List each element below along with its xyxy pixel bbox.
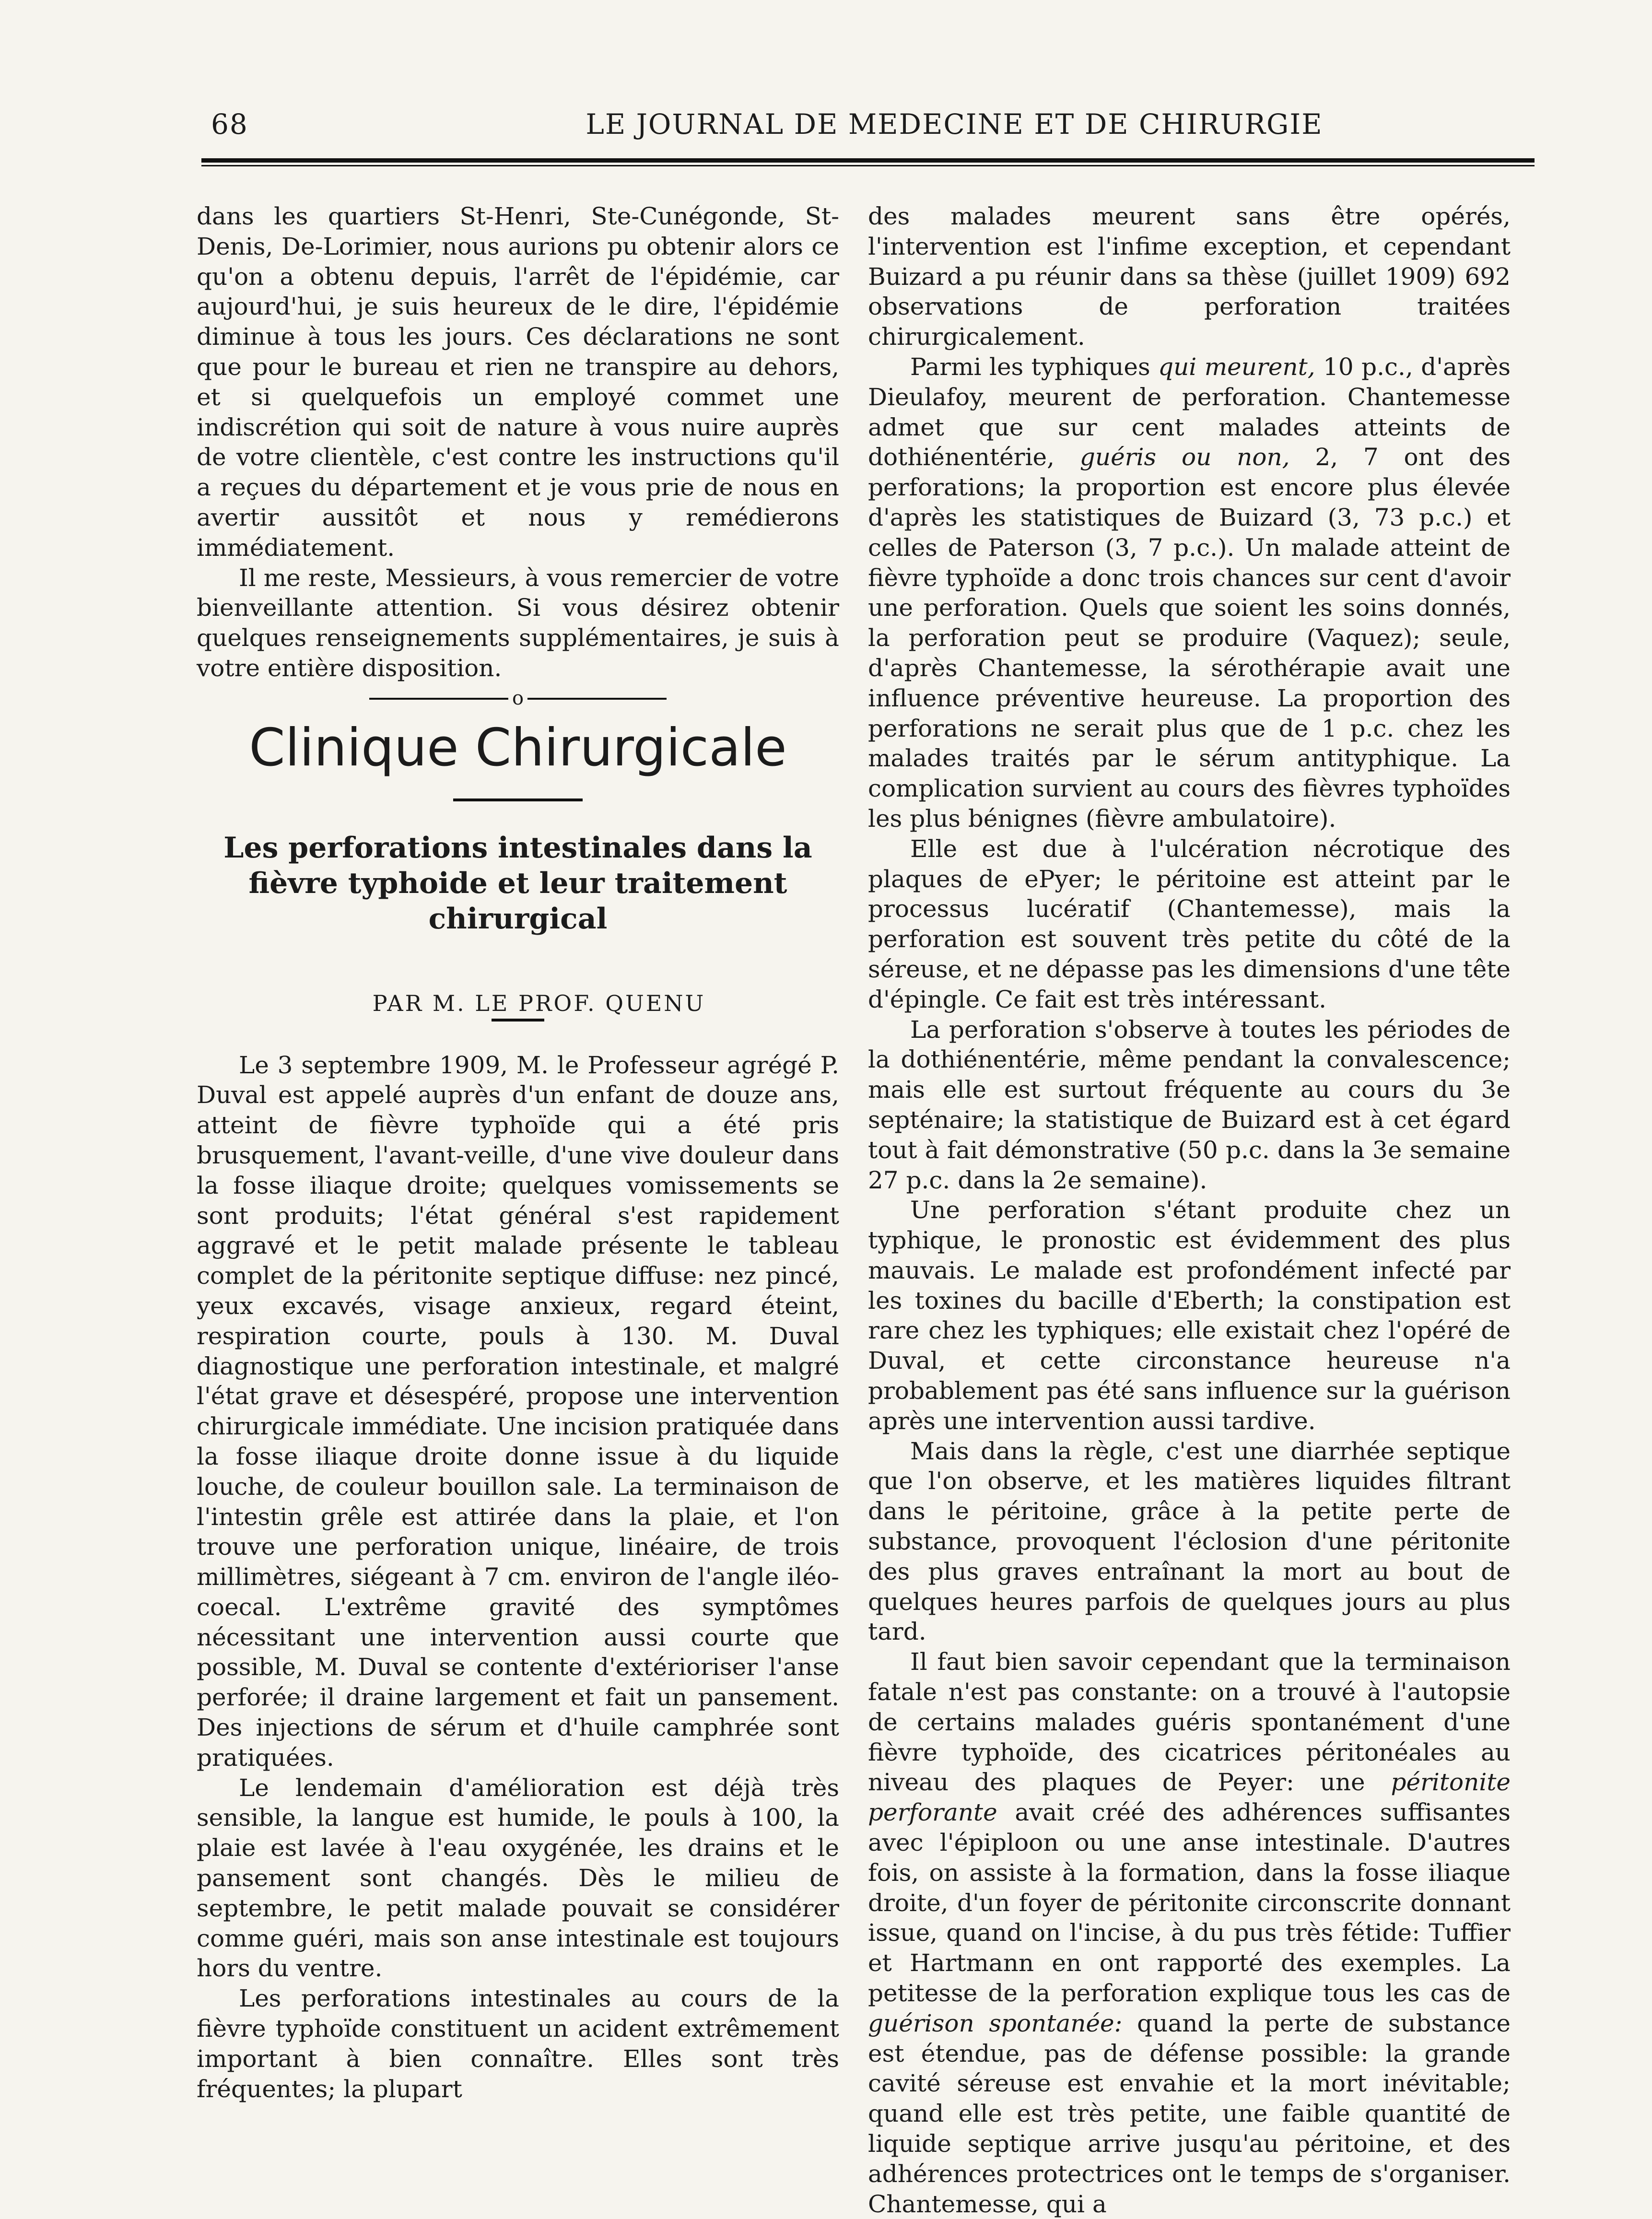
paragraph (868, 352, 1511, 834)
paragraph: dans les quartiers St-Henri, Ste-Cunégonde, St-Denis, De-Lorimier, nous aurions pu obtenir alors ce qu'on a obtenu depuis, l'arrêt de l'épidémie, car aujourd'hui, je suis heureux de le dire, l'épidémie diminue à tous les jours. Ces déclarations ne sont que pour le bureau et rien ne transpire au dehors, et si quelquefois un employé commet une indiscrétion qui soit de nature à vous nuire auprès de votre clientèle, c'est contre les instructions qu'il a reçues du département et je vous prie de nous en avertir aussitôt et nous y remédierons immédiatement. (197, 202, 839, 562)
journal-title: LE JOURNAL DE MEDECINE ET DE CHIRURGIE (586, 108, 1323, 141)
italic-text: péritonite perforante (868, 1768, 1511, 1827)
text-run: Il faut bien savoir cependant que la terminaison fatale n'est pas constante: on a trouvé à l'autopsie de certains malades guéris spontanément d'une fièvre typhoïde, des cicatrices péritonéales au niveau des plaques de Peyer: une (868, 1648, 1511, 1796)
paragraph: Une perforation s'étant produite chez un typhique, le pronostic est évidemment des plus mauvais. Le malade est profondément infecté par les toxines du bacille d'Eberth; la constipation est rare chez les typhiques; elle existait chez l'opéré de Duval, et cette circonstance heureuse n'a probablement pas été sans influence sur la guérison après une intervention aussi tardive. (868, 1196, 1511, 1435)
text-run: quand la perte de substance est étendue, pas de défense possible: la grande cavité séreuse est envahie et la mort inévitable; quand elle est très petite, une faible quantité de liquide septique arrive jusqu'au péritoine, et des adhérences protectrices ont le temps de s'organiser. Chantemesse, qui a (868, 2009, 1511, 2218)
text-run: Parmi les typhiques (910, 352, 1159, 381)
paragraph: Les perforations intestinales au cours de la fièvre typhoïde constituent un acident extrêmement important à bien connaître. Elles sont très fréquentes; la plupart (197, 1984, 839, 2103)
paragraph: La perforation s'observe à toutes les périodes de la dothiénentérie, même pendant la convalescence; mais elle est surtout fréquente au cours du 3e septénaire; la statistique de Buizard est à cet égard tout à fait démonstrative (50 p.c. dans la 3e semaine 27 p.c. dans la 2e semaine). (868, 1015, 1511, 1194)
byline: PAR M. LE PROF. QUENU (372, 990, 706, 1016)
italic-text: qui meurent, (1158, 352, 1315, 381)
italic-text: guéris ou non, (1079, 443, 1290, 471)
byline-rule (492, 1019, 544, 1021)
title-rule (453, 798, 583, 801)
paragraph: Le 3 septembre 1909, M. le Professeur agrégé P. Duval est appelé auprès d'un enfant de douze ans, atteint de fièvre typhoïde qui a été pris brusquement, l'avant-veille, d'une vive douleur dans la fosse iliaque droite; quelques vomissements se sont produits; l'état général s'est rapidement aggravé et le petit malade présente le tableau complet de la péritonite septique diffuse: nez pincé, yeux excavés, visage anxieux, regard éteint, respiration courte, pouls à 130. M. Duval diagnostique une perforation intestinale, et malgré l'état grave et désespéré, propose une intervention chirurgicale immédiate. Une incision pratiquée dans la fosse iliaque droite donne issue à du liquide louche, de couleur bouillon sale. La terminaison de l'intestin grêle est attirée dans la plaie, et l'on trouve une perforation unique, linéaire, de trois millimètres, siégeant à 7 cm. environ de l'angle iléo-coecal. L'extrême gravité des symptômes nécessitant une intervention aussi courte que possible, M. Duval se contente d'extérioriser l'anse perforée; il draine largement et fait un pansement. Des injections de sérum et d'huile camphrée sont pratiquées. (197, 1051, 839, 1772)
page-header (201, 103, 1535, 156)
header-rule (201, 158, 1535, 166)
right-column (868, 201, 1511, 2219)
paragraph: Mais dans la règle, c'est une diarrhée septique que l'on observe, et les matières liquides filtrant dans le péritoine, grâce à la petite perte de substance, provoquent l'éclosion d'une péritonite des plus graves entraînant la mort au bout de quelques heures parfois de quelques jours au plus tard. (868, 1437, 1511, 1646)
page-number: 68 (211, 108, 248, 141)
separator-mark: o (508, 683, 527, 714)
paragraph (868, 1647, 1511, 2219)
section-title: Clinique Chirurgicale (249, 717, 787, 778)
text-run: 2, 7 ont des perforations; la proportion est encore plus élevée d'après les statistiques de Buizard (3, 73 p.c.) et celles de Paterson (3, 7 p.c.). Un malade atteint de fièvre typhoïde a donc trois chances sur cent d'avoir une perforation. Quels que soient les soins donnés, la perforation peut se produire (Vaquez); seule, d'après Chantemesse, la sérothérapie avait une influence préventive heureuse. La proportion des perforations ne serait plus que de 1 p.c. chez les malades traités par le sérum antityphique. La complication survient au cours des fièvres typhoïdes les plus bénignes (fièvre ambulatoire). (868, 443, 1511, 833)
section-separator (369, 687, 667, 709)
paragraph: Elle est due à l'ulcération nécrotique des plaques de ePyer; le péritoine est atteint par le processus lucératif (Chantemesse), mais la perforation est souvent très petite du côté de la séreuse, et ne dépasse pas les dimensions d'une tête d'épingle. Ce fait est très intéressant. (868, 834, 1511, 1013)
italic-text: guérison spontanée: (868, 2009, 1123, 2037)
left-column (197, 201, 839, 2104)
article-title: Les perforations intestinales dans la fièvre typhoide et leur traitement chirurgical (223, 831, 812, 936)
text-run: avait créé des adhérences suffisantes avec l'épiploon ou une anse intestinale. D'autres fois, on assiste à la formation, dans la fosse iliaque droite, d'un foyer de péritonite circonscrite donnant issue, quand on l'incise, à du pus très fétide: Tuffier et Hartmann en ont rapporté des exemples. La petitesse de la perforation explique tous les cas de (868, 1798, 1511, 2008)
paragraph: Le lendemain d'amélioration est déjà très sensible, la langue est humide, le pouls à 100, la plaie est lavée à l'eau oxygénée, les drains et le pansement sont changés. Dès le milieu de septembre, le petit malade pouvait se considérer comme guéri, mais son anse intestinale est toujours hors du ventre. (197, 1773, 839, 1983)
paragraph: des malades meurent sans être opérés, l'intervention est l'infime exception, et cependant Buizard a pu réunir dans sa thèse (juillet 1909) 692 observations de perforation traitées chirurgicalement. (868, 202, 1511, 351)
text-run: 10 p.c., d'après Dieulafoy, meurent de perforation. Chantemesse admet que sur cent malades atteints de dothiénentérie, (868, 352, 1511, 471)
paragraph: Il me reste, Messieurs, à vous remercier de votre bienveillante attention. Si vous désirez obtenir quelques renseignements supplémentaires, je suis à votre entière disposition. (197, 564, 839, 682)
